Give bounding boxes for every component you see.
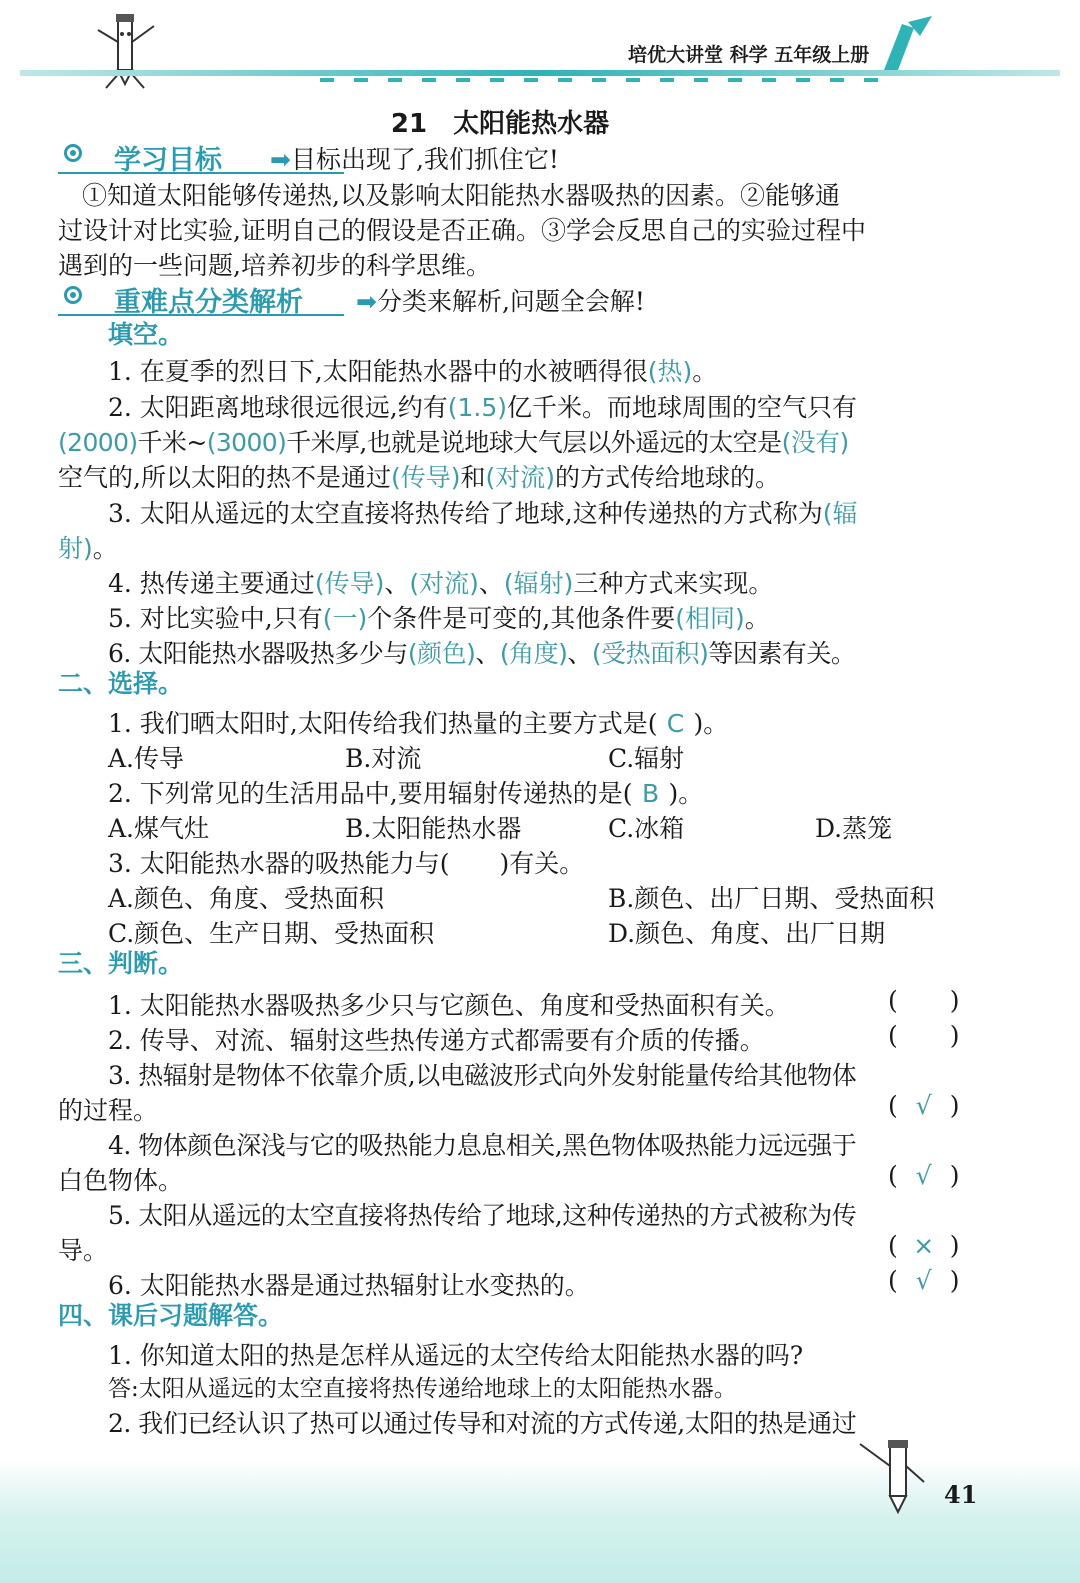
judge-item-5-mark: ×	[913, 1231, 935, 1260]
judge-item-5-line2	[0, 1231, 1080, 1265]
fill-q2-text-a: 2. 太阳距离地球很远很远,约有	[108, 393, 448, 422]
judge-item-4-line2	[0, 1161, 1080, 1195]
choice-q2-answer: B	[641, 779, 660, 808]
arrow-icon: ➡	[270, 145, 291, 174]
choice-q1-answer: C	[666, 709, 685, 738]
fill-q2-answer-2: (2000)	[58, 428, 138, 457]
fill-q2-text-c: 千米~	[137, 428, 207, 457]
fill-q6-sep-2: 、	[567, 639, 592, 668]
objective-text-3: 遇到的一些问题,培养初步的科学思维。	[58, 251, 491, 280]
fill-q6-answer-3: (受热面积)	[591, 639, 709, 668]
choice-q1-option-c: C.辐射	[608, 744, 685, 773]
fill-q6-text-a: 6. 太阳能热水器吸热多少与	[108, 639, 408, 668]
header-dots	[320, 78, 880, 82]
homework-q1-text: 1. 你知道太阳的热是怎样从遥远的太空传给太阳能热水器的吗?	[108, 1341, 804, 1370]
fill-q2-answer-3: (3000)	[206, 428, 287, 457]
judge-item-6-mark: √	[915, 1266, 932, 1295]
fill-q2-answer-6: (对流)	[485, 463, 555, 492]
judge-item-6-text: 6. 太阳能热水器是通过热辐射让水变热的。	[108, 1271, 590, 1300]
choice-q3	[0, 844, 1080, 878]
fill-q6-sep-1: 、	[475, 639, 500, 668]
lesson-title: 21 太阳能热水器	[390, 109, 610, 139]
fill-q2-text-g: 的方式传给地球的。	[555, 463, 781, 492]
fill-q2-text-b: 亿千米。而地球周围的空气只有	[507, 393, 858, 422]
fill-q3-line2	[0, 529, 1080, 563]
choice-q3-text: 3. 太阳能热水器的吸热能力与( )有关。	[108, 849, 585, 878]
fill-q3-text: 3. 太阳从遥远的太空直接将热传给了地球,这种传递热的方式称为	[108, 499, 823, 528]
choice-q2-option-d: D.蒸笼	[815, 814, 893, 843]
fill-q1-answer: (热)	[647, 357, 693, 386]
judge-item-4-bracket: ( √ )	[888, 1161, 960, 1190]
fill-heading: 填空。	[108, 320, 184, 349]
fill-q2-text-d: 千米厚,也就是说地球大气层以外遥远的太空是	[286, 428, 782, 457]
objectives-slogan-text: 目标出现了,我们抓住它!	[290, 145, 559, 174]
fill-q5-end: 。	[744, 604, 770, 633]
fill-q2-answer-5: (传导)	[390, 463, 461, 492]
analysis-slogan-text: 分类来解析,问题全会解!	[376, 287, 645, 316]
choice-q2-option-a: A.煤气灶	[108, 814, 210, 843]
fill-q2-line1	[0, 388, 1080, 422]
choice-q3-option-b: B.颜色、出厂日期、受热面积	[608, 884, 935, 913]
choice-q1-end: )。	[693, 709, 729, 738]
judge-item-1-text: 1. 太阳能热水器吸热多少只与它颜色、角度和受热面积有关。	[108, 991, 790, 1020]
judge-item-5-text-b: 导。	[58, 1236, 109, 1265]
choice-q3-option-d: D.颜色、角度、出厂日期	[608, 919, 886, 948]
fill-q5-answer-2: (相同)	[675, 604, 745, 633]
judge-item-5-bracket: ( × )	[888, 1231, 960, 1260]
judge-item-3-line1	[0, 1056, 1080, 1090]
judge-item-3-text-b: 的过程。	[58, 1096, 159, 1125]
homework-q1	[0, 1336, 1080, 1370]
fill-q3-line1	[0, 494, 1080, 528]
fill-q6	[0, 634, 1080, 668]
choice-q1-option-a: A.传导	[108, 744, 185, 773]
judge-item-6	[0, 1266, 1080, 1300]
judge-item-5-line1	[0, 1196, 1080, 1230]
fill-q4-answer-3: (辐射)	[503, 569, 574, 598]
choice-q2	[0, 774, 1080, 808]
homework-a1	[0, 1370, 1080, 1404]
judge-item-3-line2	[0, 1091, 1080, 1125]
fill-q3-end: 。	[92, 534, 118, 563]
choice-q1-options	[0, 739, 1080, 773]
fill-q5-answer-1: (一)	[322, 604, 368, 633]
fill-q4-text-b: 三种方式来实现。	[573, 569, 774, 598]
fill-q5-text-a: 5. 对比实验中,只有	[108, 604, 323, 633]
fill-q2-line3	[0, 458, 1080, 492]
arrow-icon: ➡	[356, 287, 377, 316]
header-band	[0, 0, 1080, 92]
choice-q2-end: )。	[668, 779, 704, 808]
choice-q2-text: 2. 下列常见的生活用品中,要用辐射传递热的是(	[108, 779, 633, 808]
mascot-icon	[850, 1432, 936, 1518]
fill-q3-answer-a: (辐	[822, 499, 858, 528]
book-title: 培优大讲堂 科学 五年级上册	[628, 44, 870, 66]
fill-q1-end: 。	[692, 357, 718, 386]
fill-q5	[0, 599, 1080, 633]
choice-q2-options	[0, 809, 1080, 843]
fill-q1	[0, 352, 1080, 386]
fill-q2-answer-4: (没有)	[781, 428, 849, 457]
judge-item-2-text: 2. 传导、对流、辐射这些热传递方式都需要有介质的传播。	[108, 1026, 765, 1055]
judge-item-4-mark: √	[915, 1161, 932, 1190]
fill-q4-answer-1: (传导)	[314, 569, 385, 598]
choice-q3-options-row2	[0, 914, 1080, 948]
fill-q4-text-a: 4. 热传递主要通过	[108, 569, 315, 598]
judge-item-4-line1	[0, 1126, 1080, 1160]
objective-text-2: 过设计对比实验,证明自己的假设是否正确。③学会反思自己的实验过程中	[58, 216, 866, 245]
fill-q5-text-b: 个条件是可变的,其他条件要	[367, 604, 676, 633]
fill-q4-sep-2: 、	[478, 569, 504, 598]
fill-q6-answer-2: (角度)	[499, 639, 568, 668]
objective-text-1: ①知道太阳能够传递热,以及影响太阳能热水器吸热的因素。②能够通	[82, 181, 840, 210]
fill-q2-answer-1: (1.5)	[447, 393, 508, 422]
analysis-slogan	[356, 282, 645, 318]
judge-item-3-text-a: 3. 热辐射是物体不依靠介质,以电磁波形式向外发射能量传给其他物体	[108, 1061, 857, 1090]
judge-item-3-mark: √	[915, 1091, 932, 1120]
choice-q3-option-a: A.颜色、角度、受热面积	[108, 884, 385, 913]
homework-heading: 四、课后习题解答。	[58, 1301, 284, 1330]
judge-item-2-bracket: ( )	[888, 1021, 960, 1050]
objective-line-3	[0, 246, 1080, 280]
fill-q2-text-e: 空气的,所以太阳的热不是通过	[58, 463, 391, 492]
judge-item-1-bracket: ( )	[888, 986, 960, 1015]
choice-q1-option-b: B.对流	[345, 744, 422, 773]
judge-item-4-text-b: 白色物体。	[58, 1166, 184, 1195]
judge-item-3-bracket: ( √ )	[888, 1091, 960, 1120]
fill-q4-answer-2: (对流)	[409, 569, 479, 598]
objective-line-2	[0, 211, 1080, 245]
page-number: 41	[944, 1480, 978, 1509]
target-icon-dot	[70, 292, 76, 298]
judge-item-5-text-a: 5. 太阳从遥远的太空直接将热传给了地球,这种传递热的方式被称为传	[108, 1201, 857, 1230]
fill-q6-text-b: 等因素有关。	[708, 639, 856, 668]
fill-q1-text: 1. 在夏季的烈日下,太阳能热水器中的水被晒得很	[108, 357, 648, 386]
mascot-icon	[80, 10, 170, 90]
judge-item-1	[0, 986, 1080, 1020]
fill-q4-sep-1: 、	[384, 569, 410, 598]
judge-item-6-bracket: ( √ )	[888, 1266, 960, 1295]
target-icon-dot	[70, 150, 76, 156]
fill-q3-answer-b: 射)	[58, 534, 93, 563]
homework-a1-text: 答:太阳从遥远的太空直接将热传递给地球上的太阳能热水器。	[108, 1376, 737, 1402]
choice-heading: 二、选择。	[58, 669, 184, 698]
judge-item-2	[0, 1021, 1080, 1055]
choice-q1	[0, 704, 1080, 738]
choice-q3-options-row1	[0, 879, 1080, 913]
judge-item-4-text-a: 4. 物体颜色深浅与它的吸热能力息息相关,黑色物体吸热能力远远强于	[108, 1131, 857, 1160]
choice-q2-option-b: B.太阳能热水器	[345, 814, 522, 843]
objectives-tag-label: 学习目标	[114, 145, 222, 176]
logo-icon	[880, 14, 936, 72]
choice-q3-option-c: C.颜色、生产日期、受热面积	[108, 919, 435, 948]
fill-q6-answer-1: (颜色)	[407, 639, 476, 668]
judge-heading: 三、判断。	[58, 949, 184, 978]
fill-q4	[0, 564, 1080, 598]
objectives-slogan	[270, 140, 559, 176]
analysis-tag-label: 重难点分类解析	[114, 287, 303, 318]
homework-q2-text: 2. 我们已经认识了热可以通过传导和对流的方式传递,太阳的热是通过	[108, 1409, 857, 1438]
choice-q1-text: 1. 我们晒太阳时,太阳传给我们热量的主要方式是(	[108, 709, 658, 738]
choice-q2-option-c: C.冰箱	[608, 814, 685, 843]
fill-q2-text-f: 和	[460, 463, 486, 492]
fill-q2-line2	[0, 423, 1080, 457]
objective-line-1	[0, 176, 1080, 210]
analysis-tag	[58, 280, 344, 316]
